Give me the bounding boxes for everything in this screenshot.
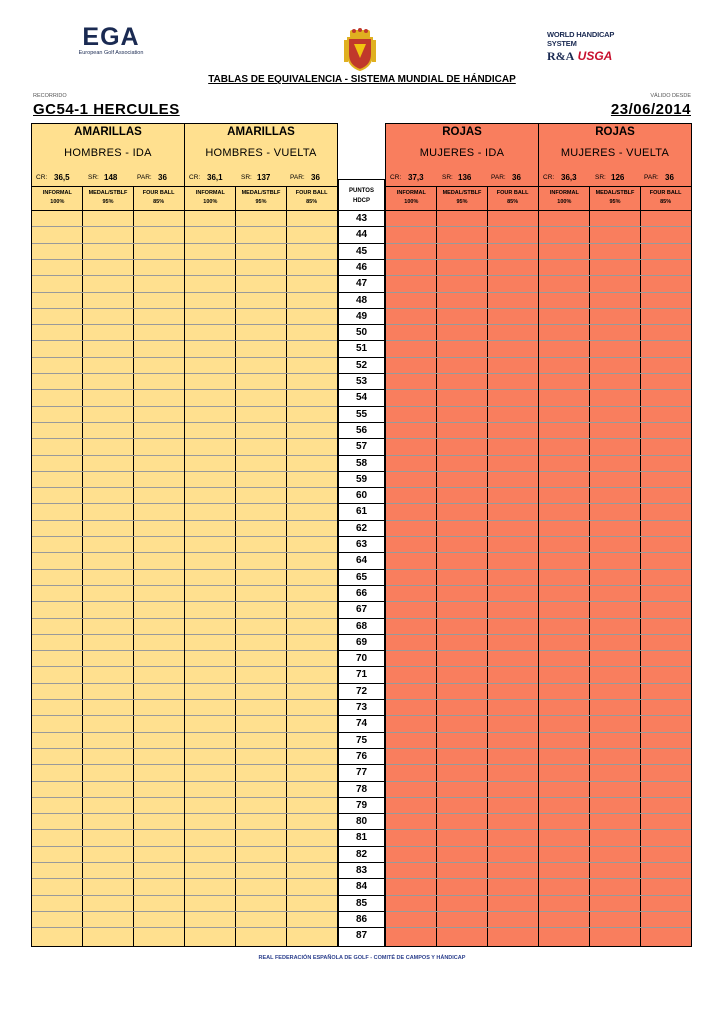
points-row: 60: [339, 487, 384, 504]
points-row: 75: [339, 732, 384, 749]
row-line: [185, 878, 337, 879]
row-line: [32, 585, 184, 586]
row-line: [32, 895, 184, 896]
row-line: [32, 438, 184, 439]
cr-label: CR:: [189, 174, 201, 181]
row-line: [539, 878, 691, 879]
tee-color-label: AMARILLAS: [74, 126, 142, 138]
points-row: 71: [339, 666, 384, 683]
points-row: 86: [339, 911, 384, 928]
row-line: [185, 732, 337, 733]
ega-logo-text: EGA: [82, 23, 140, 51]
points-row: 66: [339, 585, 384, 602]
row-line: [32, 487, 184, 488]
row-line: [386, 340, 538, 341]
row-line: [32, 243, 184, 244]
row-line: [539, 585, 691, 586]
points-column: [338, 179, 385, 947]
row-line: [539, 324, 691, 325]
points-row: 83: [339, 862, 384, 879]
cr-value: 36,3: [561, 173, 577, 182]
column-divider: [82, 187, 83, 946]
points-row: 80: [339, 813, 384, 830]
row-line: [386, 650, 538, 651]
row-line: [32, 324, 184, 325]
row-line: [32, 471, 184, 472]
row-line: [386, 406, 538, 407]
row-line: [386, 601, 538, 602]
points-row: 59: [339, 471, 384, 488]
sr-value: 126: [611, 173, 625, 182]
points-row: 58: [339, 455, 384, 472]
row-line: [185, 243, 337, 244]
row-line: [185, 471, 337, 472]
row-line: [386, 520, 538, 521]
row-line: [185, 259, 337, 260]
row-line: [539, 373, 691, 374]
row-line: [386, 275, 538, 276]
row-line: [539, 503, 691, 504]
row-line: [539, 226, 691, 227]
par-label: PAR:: [491, 174, 506, 181]
row-line: [539, 422, 691, 423]
row-line: [185, 536, 337, 537]
column-header: FOUR BALL 85%: [649, 190, 682, 205]
row-line: [539, 895, 691, 896]
points-row: 53: [339, 373, 384, 390]
row-line: [539, 699, 691, 700]
row-line: [32, 340, 184, 341]
row-line: [185, 634, 337, 635]
row-line: [185, 292, 337, 293]
row-line: [185, 895, 337, 896]
ega-logo-subtitle: European Golf Association: [78, 50, 144, 56]
column-header: FOUR BALL 85%: [496, 190, 529, 205]
row-line: [539, 471, 691, 472]
points-row: 65: [339, 569, 384, 586]
row-line: [539, 715, 691, 716]
ega-logo: [78, 24, 144, 57]
points-row: 68: [339, 618, 384, 635]
column-header: FOUR BALL 85%: [142, 190, 175, 205]
row-line: [539, 813, 691, 814]
row-line: [539, 389, 691, 390]
row-line: [185, 927, 337, 928]
row-line: [386, 259, 538, 260]
par-label: PAR:: [290, 174, 305, 181]
course-stats: [32, 169, 184, 187]
row-line: [539, 666, 691, 667]
row-line: [539, 308, 691, 309]
points-row: 85: [339, 895, 384, 912]
row-line: [185, 308, 337, 309]
points-row: 63: [339, 536, 384, 553]
row-line: [386, 503, 538, 504]
row-line: [32, 308, 184, 309]
row-line: [539, 846, 691, 847]
column-header: MEDAL/STBLF 95%: [595, 190, 635, 205]
row-line: [32, 520, 184, 521]
points-row: 62: [339, 520, 384, 537]
sr-value: 136: [458, 173, 472, 182]
row-line: [185, 275, 337, 276]
row-line: [539, 634, 691, 635]
row-line: [539, 618, 691, 619]
valido-label: VÁLIDO DESDE: [650, 93, 691, 99]
row-line: [32, 422, 184, 423]
row-line: [386, 699, 538, 700]
row-line: [539, 259, 691, 260]
sr-label: SR:: [442, 174, 453, 181]
points-row: 64: [339, 552, 384, 569]
row-line: [539, 862, 691, 863]
row-line: [539, 292, 691, 293]
sr-value: 148: [104, 173, 118, 182]
par-value: 36: [665, 173, 674, 182]
row-line: [539, 340, 691, 341]
equivalence-table: [31, 123, 694, 947]
tee-color-label: AMARILLAS: [227, 126, 295, 138]
column-divider: [235, 187, 236, 946]
row-line: [32, 259, 184, 260]
row-line: [32, 226, 184, 227]
cr-label: CR:: [36, 174, 48, 181]
row-line: [539, 536, 691, 537]
row-line: [185, 487, 337, 488]
group-label: HOMBRES - VUELTA: [205, 147, 317, 159]
row-line: [185, 585, 337, 586]
tee-color-label: ROJAS: [442, 126, 482, 138]
row-line: [185, 748, 337, 749]
row-line: [185, 503, 337, 504]
row-line: [32, 829, 184, 830]
row-line: [32, 862, 184, 863]
column-header: MEDAL/STBLF 95%: [442, 190, 482, 205]
row-line: [539, 455, 691, 456]
row-line: [32, 911, 184, 912]
points-row: 61: [339, 503, 384, 520]
row-line: [185, 813, 337, 814]
row-line: [32, 650, 184, 651]
column-header: FOUR BALL 85%: [295, 190, 328, 205]
row-line: [539, 683, 691, 684]
ra-logo: R&A: [547, 49, 575, 63]
row-line: [386, 373, 538, 374]
row-line: [386, 536, 538, 537]
group-label: MUJERES - VUELTA: [560, 147, 670, 159]
cr-value: 37,3: [408, 173, 424, 182]
row-line: [32, 878, 184, 879]
column-header: INFORMAL 100%: [396, 190, 426, 205]
row-line: [32, 813, 184, 814]
row-line: [539, 732, 691, 733]
row-line: [386, 911, 538, 912]
whs-logo: [547, 30, 637, 64]
points-row: 74: [339, 715, 384, 732]
row-line: [32, 846, 184, 847]
row-line: [386, 715, 538, 716]
row-line: [386, 455, 538, 456]
row-line: [32, 292, 184, 293]
course-stats: [539, 169, 691, 187]
row-line: [185, 601, 337, 602]
row-line: [539, 406, 691, 407]
usga-logo: USGA: [577, 49, 613, 63]
points-header: PUNTOS HDCP: [349, 188, 374, 204]
row-line: [386, 895, 538, 896]
row-line: [185, 911, 337, 912]
row-line: [32, 373, 184, 374]
row-line: [185, 797, 337, 798]
points-row: 46: [339, 259, 384, 276]
row-line: [32, 764, 184, 765]
sr-value: 137: [257, 173, 271, 182]
row-line: [386, 862, 538, 863]
row-line: [539, 438, 691, 439]
row-line: [386, 748, 538, 749]
row-line: [386, 797, 538, 798]
points-row: 48: [339, 292, 384, 309]
row-line: [386, 585, 538, 586]
row-line: [386, 634, 538, 635]
row-line: [386, 357, 538, 358]
block-2: [184, 123, 338, 947]
column-header: MEDAL/STBLF 95%: [241, 190, 281, 205]
points-row: 50: [339, 324, 384, 341]
row-line: [32, 503, 184, 504]
row-line: [32, 699, 184, 700]
points-row: 67: [339, 601, 384, 618]
row-line: [386, 813, 538, 814]
row-line: [386, 226, 538, 227]
row-line: [185, 357, 337, 358]
column-header: INFORMAL 100%: [42, 190, 72, 205]
course-name: GC54-1 HERCULES: [33, 101, 180, 118]
points-row: 73: [339, 699, 384, 716]
row-line: [185, 373, 337, 374]
row-line: [539, 487, 691, 488]
row-line: [185, 846, 337, 847]
points-row: 69: [339, 634, 384, 651]
points-row: 76: [339, 748, 384, 765]
points-row: 43: [339, 210, 384, 227]
row-line: [386, 666, 538, 667]
cr-label: CR:: [390, 174, 402, 181]
row-line: [185, 324, 337, 325]
row-line: [539, 911, 691, 912]
points-row: 52: [339, 357, 384, 374]
row-line: [185, 389, 337, 390]
row-line: [185, 618, 337, 619]
page-title: TABLAS DE EQUIVALENCIA - SISTEMA MUNDIAL DE HÁNDICAP: [208, 74, 516, 85]
row-line: [185, 862, 337, 863]
cr-value: 36,1: [207, 173, 223, 182]
row-line: [539, 243, 691, 244]
column-divider: [133, 187, 134, 946]
row-line: [32, 715, 184, 716]
points-row: 45: [339, 243, 384, 260]
row-line: [32, 666, 184, 667]
row-line: [539, 797, 691, 798]
row-line: [32, 732, 184, 733]
row-line: [386, 829, 538, 830]
row-line: [185, 520, 337, 521]
row-line: [185, 781, 337, 782]
par-label: PAR:: [644, 174, 659, 181]
row-line: [539, 748, 691, 749]
row-line: [539, 601, 691, 602]
row-line: [386, 471, 538, 472]
row-line: [32, 927, 184, 928]
row-line: [32, 455, 184, 456]
row-line: [386, 618, 538, 619]
row-line: [539, 764, 691, 765]
group-label: HOMBRES - IDA: [64, 147, 152, 159]
row-line: [185, 569, 337, 570]
points-row: 77: [339, 764, 384, 781]
row-line: [386, 389, 538, 390]
block-4: [538, 123, 692, 947]
row-line: [185, 552, 337, 553]
points-row: 44: [339, 226, 384, 243]
points-row: 47: [339, 275, 384, 292]
sr-label: SR:: [595, 174, 606, 181]
row-line: [386, 569, 538, 570]
row-line: [185, 406, 337, 407]
row-line: [185, 422, 337, 423]
column-divider: [286, 187, 287, 946]
valid-date: 23/06/2014: [610, 101, 691, 118]
row-line: [386, 552, 538, 553]
column-header: INFORMAL 100%: [549, 190, 579, 205]
row-line: [185, 455, 337, 456]
points-row: 57: [339, 438, 384, 455]
points-row: 49: [339, 308, 384, 325]
cr-label: CR:: [543, 174, 555, 181]
row-line: [185, 340, 337, 341]
block-3: [385, 123, 539, 947]
par-value: 36: [311, 173, 320, 182]
row-line: [32, 634, 184, 635]
row-line: [386, 324, 538, 325]
row-line: [386, 764, 538, 765]
points-row: 72: [339, 683, 384, 700]
par-value: 36: [158, 173, 167, 182]
rfeg-crest-icon: [342, 28, 378, 72]
sr-label: SR:: [88, 174, 99, 181]
row-line: [539, 552, 691, 553]
row-line: [32, 357, 184, 358]
row-line: [386, 487, 538, 488]
row-line: [185, 683, 337, 684]
sr-label: SR:: [241, 174, 252, 181]
row-line: [386, 422, 538, 423]
points-row: 87: [339, 927, 384, 944]
row-line: [32, 275, 184, 276]
row-line: [539, 781, 691, 782]
course-stats: [386, 169, 538, 187]
points-row: 81: [339, 829, 384, 846]
row-line: [386, 927, 538, 928]
points-row: 84: [339, 878, 384, 895]
row-line: [185, 650, 337, 651]
row-line: [386, 846, 538, 847]
column-header: MEDAL/STBLF 95%: [88, 190, 128, 205]
points-row: 56: [339, 422, 384, 439]
par-value: 36: [512, 173, 521, 182]
row-line: [32, 683, 184, 684]
points-row: 55: [339, 406, 384, 423]
row-line: [32, 601, 184, 602]
row-line: [185, 715, 337, 716]
points-row: 82: [339, 846, 384, 863]
column-divider: [436, 187, 437, 946]
group-label: MUJERES - IDA: [419, 147, 505, 159]
points-row: 54: [339, 389, 384, 406]
row-line: [539, 927, 691, 928]
column-divider: [589, 187, 590, 946]
column-header: INFORMAL 100%: [195, 190, 225, 205]
row-line: [185, 438, 337, 439]
cr-value: 36,5: [54, 173, 70, 182]
row-line: [185, 829, 337, 830]
row-line: [386, 243, 538, 244]
row-line: [386, 438, 538, 439]
row-line: [386, 878, 538, 879]
row-line: [539, 829, 691, 830]
row-line: [386, 292, 538, 293]
row-line: [32, 748, 184, 749]
tee-color-label: ROJAS: [595, 126, 635, 138]
row-line: [539, 569, 691, 570]
row-line: [185, 226, 337, 227]
row-line: [386, 732, 538, 733]
row-line: [386, 781, 538, 782]
points-row: 70: [339, 650, 384, 667]
row-line: [32, 797, 184, 798]
par-label: PAR:: [137, 174, 152, 181]
row-line: [386, 683, 538, 684]
column-divider: [640, 187, 641, 946]
course-stats: [185, 169, 337, 187]
row-line: [185, 764, 337, 765]
row-line: [32, 406, 184, 407]
row-line: [32, 389, 184, 390]
row-line: [539, 357, 691, 358]
points-row: 51: [339, 340, 384, 357]
block-1: [31, 123, 185, 947]
row-line: [32, 569, 184, 570]
row-line: [539, 650, 691, 651]
footer: REAL FEDERACIÓN ESPAÑOLA DE GOLF - COMITÉ DE CAMPOS Y HÁNDICAP: [258, 955, 466, 961]
row-line: [386, 308, 538, 309]
row-line: [539, 275, 691, 276]
row-line: [32, 552, 184, 553]
row-line: [185, 666, 337, 667]
row-line: [32, 781, 184, 782]
column-divider: [487, 187, 488, 946]
points-row: 78: [339, 781, 384, 798]
row-line: [185, 699, 337, 700]
row-line: [32, 536, 184, 537]
row-line: [32, 618, 184, 619]
whs-title: WORLD HANDICAP SYSTEM: [547, 30, 615, 48]
recorrido-label: RECORRIDO: [33, 93, 67, 99]
row-line: [539, 520, 691, 521]
points-row: 79: [339, 797, 384, 814]
